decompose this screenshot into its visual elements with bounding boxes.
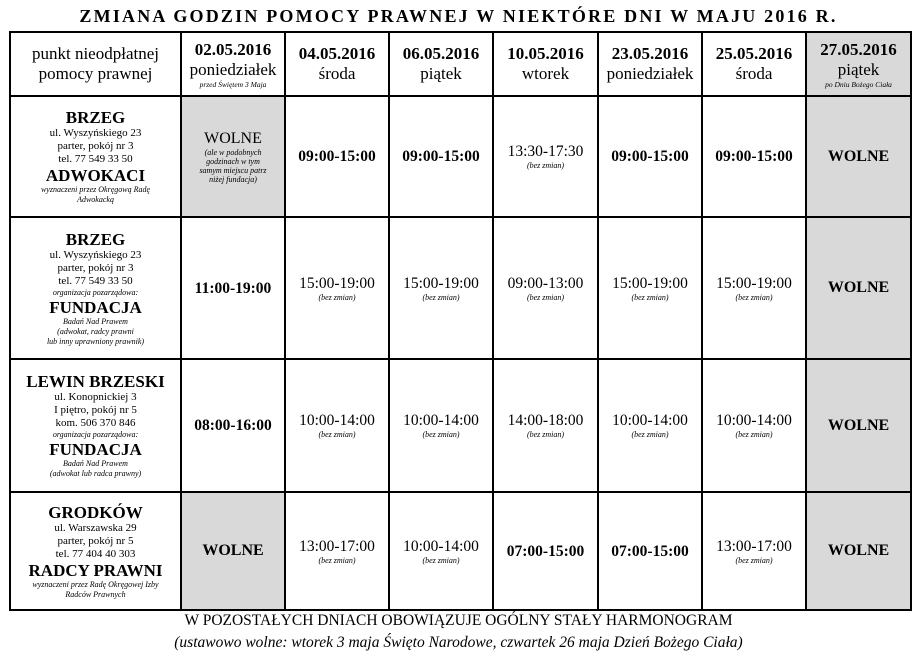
schedule-cell [285, 96, 389, 217]
location-cell [10, 492, 181, 610]
schedule-cell [493, 217, 598, 359]
cell-note: (bez zmian) [526, 292, 565, 302]
location-kind-note: lub inny uprawniony prawnik) [46, 336, 145, 346]
cell-note: samym miejscu patrz [199, 165, 267, 175]
header-day-4 [493, 32, 598, 96]
cell-hours: 07:00-15:00 [506, 542, 585, 560]
location-kind-note: (adwokat lub radca prawny) [49, 469, 142, 478]
cell-note: (bez zmian) [735, 555, 773, 565]
cell-note: niżej fundacja) [209, 174, 257, 184]
header-date: 25.05.2016 [715, 44, 793, 63]
header-weekday: wtorek [521, 64, 570, 83]
schedule-cell [598, 96, 702, 217]
schedule-cell [702, 359, 806, 492]
schedule-cell [702, 492, 806, 610]
cell-hours: 09:00-15:00 [402, 148, 480, 165]
schedule-cell [598, 359, 702, 492]
cell-note: godzinach w tym [206, 156, 260, 166]
location-org-note: organizacja pozarządowa: [52, 287, 139, 297]
location-address: parter, pokój nr 3 [57, 261, 134, 274]
cell-note: (bez zmian) [735, 292, 773, 302]
header-row [10, 32, 911, 96]
footer-general-note: W POZOSTAŁYCH DNIACH OBOWIĄZUJE OGÓLNY STAŁY HARMONOGRAM [184, 612, 733, 629]
schedule-cell [285, 492, 389, 610]
cell-hours: 10:00-14:00 [403, 537, 479, 555]
location-address: ul. Warszawska 29 [54, 521, 137, 534]
cell-hours: 15:00-19:00 [299, 274, 375, 292]
schedule-cell [806, 359, 911, 492]
cell-note: (bez zmian) [526, 430, 565, 439]
cell-hours: 09:00-15:00 [611, 148, 689, 165]
header-day-3 [389, 32, 493, 96]
cell-hours: 14:00-18:00 [507, 412, 584, 429]
table-row [10, 492, 911, 610]
schedule-cell [806, 492, 911, 610]
cell-hours: WOLNE [827, 416, 890, 434]
cell-note: (bez zmian) [526, 161, 565, 170]
header-date: 10.05.2016 [507, 44, 584, 63]
cell-hours: WOLNE [204, 129, 262, 147]
cell-hours: 15:00-19:00 [612, 274, 688, 292]
schedule-cell [493, 359, 598, 492]
schedule-cell [598, 492, 702, 610]
header-weekday: poniedziałek [189, 59, 277, 79]
location-city: BRZEG [65, 229, 126, 249]
location-kind-note: Badań Nad Prawem [63, 459, 128, 468]
location-phone: tel. 77 549 33 50 [58, 274, 133, 287]
header-day-6 [702, 32, 806, 96]
location-cell [10, 217, 181, 359]
header-date: 27.05.2016 [820, 39, 897, 59]
page-title: ZMIANA GODZIN POMOCY PRAWNEJ W NIEKTÓRE DNI W MAJU 2016 R. [79, 6, 838, 26]
table-row [10, 96, 911, 217]
schedule-cell [389, 359, 493, 492]
location-kind-note: wyznaczeni przez Okręgową Radę [40, 185, 151, 194]
header-weekday: poniedziałek [606, 64, 694, 83]
location-address: ul. Konopnickiej 3 [54, 391, 137, 403]
location-kind-note: Badań Nad Prawem [63, 316, 128, 326]
cell-hours: 15:00-19:00 [403, 274, 479, 292]
cell-note: (bez zmian) [318, 430, 356, 439]
header-weekday: środa [318, 64, 356, 83]
location-city: LEWIN BRZESKI [26, 372, 165, 391]
schedule-cell [181, 492, 285, 610]
location-address: parter, pokój nr 3 [57, 140, 134, 152]
location-address: ul. Wyszyńskiego 23 [49, 248, 142, 261]
table-row [10, 359, 911, 492]
cell-note: (bez zmian) [422, 292, 460, 302]
location-phone: tel. 77 404 40 303 [55, 547, 136, 560]
cell-note: (bez zmian) [631, 430, 669, 439]
cell-note: (bez zmian) [422, 555, 460, 565]
cell-hours: WOLNE [827, 147, 890, 165]
location-kind-note: (adwokat, radcy prawni [57, 326, 134, 336]
location-kind-note: Adwokacką [77, 195, 114, 204]
cell-hours: WOLNE [827, 542, 890, 559]
cell-hours: 09:00-15:00 [715, 148, 793, 165]
cell-hours: 10:00-14:00 [612, 412, 688, 429]
location-address: I piętro, pokój nr 5 [54, 404, 137, 416]
schedule-table [9, 31, 912, 611]
cell-hours: 08:00-16:00 [194, 417, 272, 434]
location-cell [10, 359, 181, 492]
cell-hours: 10:00-14:00 [299, 412, 375, 429]
schedule-cell [181, 96, 285, 217]
schedule-cell [702, 96, 806, 217]
cell-note: (bez zmian) [422, 430, 460, 439]
location-cell [10, 96, 181, 217]
header-note: po Dniu Bożego Ciała [825, 79, 892, 89]
header-date: 02.05.2016 [194, 39, 272, 59]
cell-note: (bez zmian) [735, 430, 773, 439]
cell-note: (bez zmian) [318, 555, 356, 565]
cell-note: (bez zmian) [318, 292, 356, 302]
location-kind: FUNDACJA [49, 297, 142, 317]
header-day-5 [598, 32, 702, 96]
location-kind-note: wyznaczeni przez Radę Okręgowej Izby [32, 579, 159, 589]
header-point-line1: punkt nieodpłatnej [31, 44, 159, 63]
location-kind: FUNDACJA [49, 440, 142, 459]
header-date: 23.05.2016 [611, 44, 689, 63]
schedule-cell [181, 217, 285, 359]
schedule-cell [598, 217, 702, 359]
header-weekday: piątek [420, 64, 462, 83]
schedule-cell [181, 359, 285, 492]
location-org-note: organizacja pozarządowa: [52, 430, 139, 439]
location-kind: ADWOKACI [45, 166, 146, 185]
cell-hours: 13:30-17:30 [507, 143, 584, 160]
cell-hours: 09:00-13:00 [507, 274, 584, 292]
location-city: GRODKÓW [48, 502, 143, 522]
header-day-2 [285, 32, 389, 96]
location-kind: RADCY PRAWNI [28, 560, 163, 580]
location-address: ul. Wyszyńskiego 23 [49, 127, 142, 139]
cell-hours: 15:00-19:00 [716, 274, 792, 292]
schedule-cell [389, 96, 493, 217]
header-day-7 [806, 32, 911, 96]
cell-note: (bez zmian) [631, 292, 669, 302]
location-address: parter, pokój nr 5 [57, 534, 134, 547]
cell-note: (ale w podobnych [204, 147, 262, 157]
cell-hours: 07:00-15:00 [611, 542, 689, 560]
header-note: przed Świętem 3 Maja [199, 79, 267, 89]
cell-hours: WOLNE [202, 542, 264, 559]
header-weekday: piątek [837, 59, 880, 79]
table-row [10, 217, 911, 359]
cell-hours: WOLNE [827, 279, 890, 296]
header-date: 04.05.2016 [298, 44, 376, 63]
schedule-cell [702, 217, 806, 359]
location-phone: kom. 506 370 846 [55, 417, 136, 429]
location-city: BRZEG [65, 108, 126, 127]
cell-hours: 13:00-17:00 [716, 537, 792, 555]
schedule-cell [389, 217, 493, 359]
schedule-cell [285, 217, 389, 359]
schedule-cell [806, 217, 911, 359]
cell-hours: 10:00-14:00 [716, 412, 792, 429]
location-kind-note: Radców Prawnych [65, 589, 126, 599]
cell-hours: 10:00-14:00 [403, 412, 479, 429]
schedule-cell [806, 96, 911, 217]
schedule-cell [493, 96, 598, 217]
cell-hours: 09:00-15:00 [298, 148, 376, 165]
footer-holidays-note: (ustawowo wolne: wtorek 3 maja Święto Narodowe, czwartek 26 maja Dzień Bożego Ciała) [174, 634, 743, 651]
cell-hours: 11:00-19:00 [194, 279, 272, 297]
schedule-cell [493, 492, 598, 610]
location-phone: tel. 77 549 33 50 [58, 153, 133, 165]
schedule-cell [389, 492, 493, 610]
cell-hours: 13:00-17:00 [299, 537, 375, 555]
header-point-cell [10, 32, 181, 96]
header-date: 06.05.2016 [402, 44, 480, 63]
header-day-1 [181, 32, 285, 96]
header-point-line2: pomocy prawnej [38, 64, 153, 83]
schedule-cell [285, 359, 389, 492]
header-weekday: środa [735, 64, 773, 83]
